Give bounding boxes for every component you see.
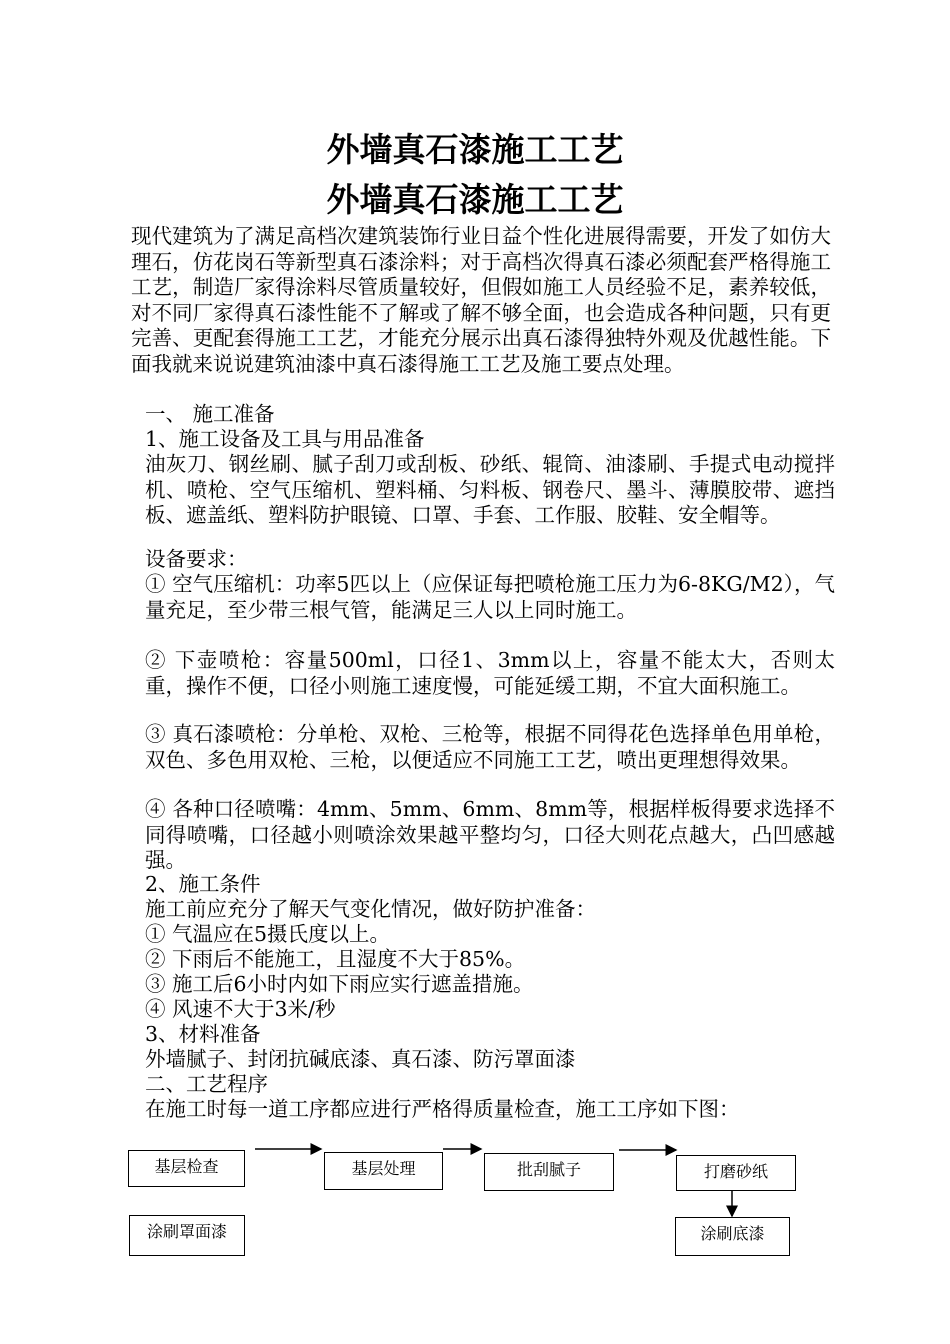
condition-1: ① 气温应在5摄氏度以上。 (145, 922, 391, 946)
condition-3: ③ 施工后6小时内如下雨应实行遮盖措施。 (145, 972, 534, 996)
document-title-2: 外墙真石漆施工工艺 (326, 180, 624, 219)
sub-1-heading: 1、施工设备及工具与用品准备 (145, 427, 425, 451)
intro-paragraph: 现代建筑为了满足高档次建筑装饰行业日益个性化进展得需要，开发了如仿大理石，仿花岗石等新型真石漆涂料；对于高档次得真石漆必须配套严格得施工工艺，制造厂家得涂料尽管质量较好，但假如施工人员经验不足，素养较低，对不同厂家得真石漆性能不了解或了解不够全面，也会造成各种问题，只有更完善、更配套得施工工艺，才能充分展示出真石漆得独特外观及优越性能。下面我就来说说建筑油漆中真石漆得施工工艺及施工要点处理。 (131, 224, 831, 376)
condition-2: ② 下雨后不能施工，且湿度不大于85%。 (145, 947, 526, 971)
flow-step-2: 基层处理 (324, 1152, 443, 1190)
condition-4: ④ 风速不大于3米/秒 (145, 997, 336, 1021)
tools-paragraph: 油灰刀、钢丝刷、腻子刮刀或刮板、砂纸、辊筒、油漆刷、手提式电动搅拌机、喷枪、空气压缩机、塑料桶、匀料板、钢卷尺、墨斗、薄膜胶带、遮挡板、遮盖纸、塑料防护眼镜、口罩、手套、工作服、胶鞋、安全帽等。 (145, 452, 835, 527)
flow-step-5: 涂刷底漆 (675, 1217, 790, 1256)
requirement-4: ④ 各种口径喷嘴：4mm、5mm、6mm、8mm等，根据样板得要求选择不同得喷嘴，口径越小则喷涂效果越平整均匀，口径大则花点越大，凸凹感越强。 (145, 797, 835, 872)
process-intro: 在施工时每一道工序都应进行严格得质量检查，施工工序如下图： (145, 1097, 740, 1121)
document-title-1: 外墙真石漆施工工艺 (326, 130, 624, 169)
flow-step-6: 涂刷罩面漆 (129, 1215, 245, 1256)
requirement-1: ① 空气压缩机：功率5匹以上（应保证每把喷枪施工压力为6-8KG/M2），气量充足，至少带三根气管，能满足三人以上同时施工。 (145, 572, 835, 622)
flow-step-4: 打磨砂纸 (676, 1155, 796, 1191)
section-2-heading: 二、工艺程序 (145, 1072, 268, 1096)
materials-text: 外墙腻子、封闭抗碱底漆、真石漆、防污罩面漆 (145, 1047, 576, 1071)
equipment-requirements-label: 设备要求： (145, 547, 248, 571)
requirement-3: ③ 真石漆喷枪：分单枪、双枪、三枪等，根据不同得花色选择单色用单枪，双色、多色用双枪、三枪，以便适应不同施工工艺，喷出更理想得效果。 (145, 722, 835, 772)
flow-step-3: 批刮腻子 (484, 1153, 614, 1191)
section-1-heading: 一、 施工准备 (145, 402, 275, 426)
requirement-2: ② 下壶喷枪：容量500ml，口径1、3mm以上，容量不能太大，否则太重，操作不便，口径小则施工速度慢，可能延缓工期，不宜大面积施工。 (145, 648, 835, 698)
flow-step-1: 基层检查 (128, 1150, 245, 1187)
conditions-intro: 施工前应充分了解天气变化情况，做好防护准备： (145, 897, 596, 921)
sub-3-heading: 3、材料准备 (145, 1022, 261, 1046)
sub-2-heading: 2、施工条件 (145, 872, 261, 896)
